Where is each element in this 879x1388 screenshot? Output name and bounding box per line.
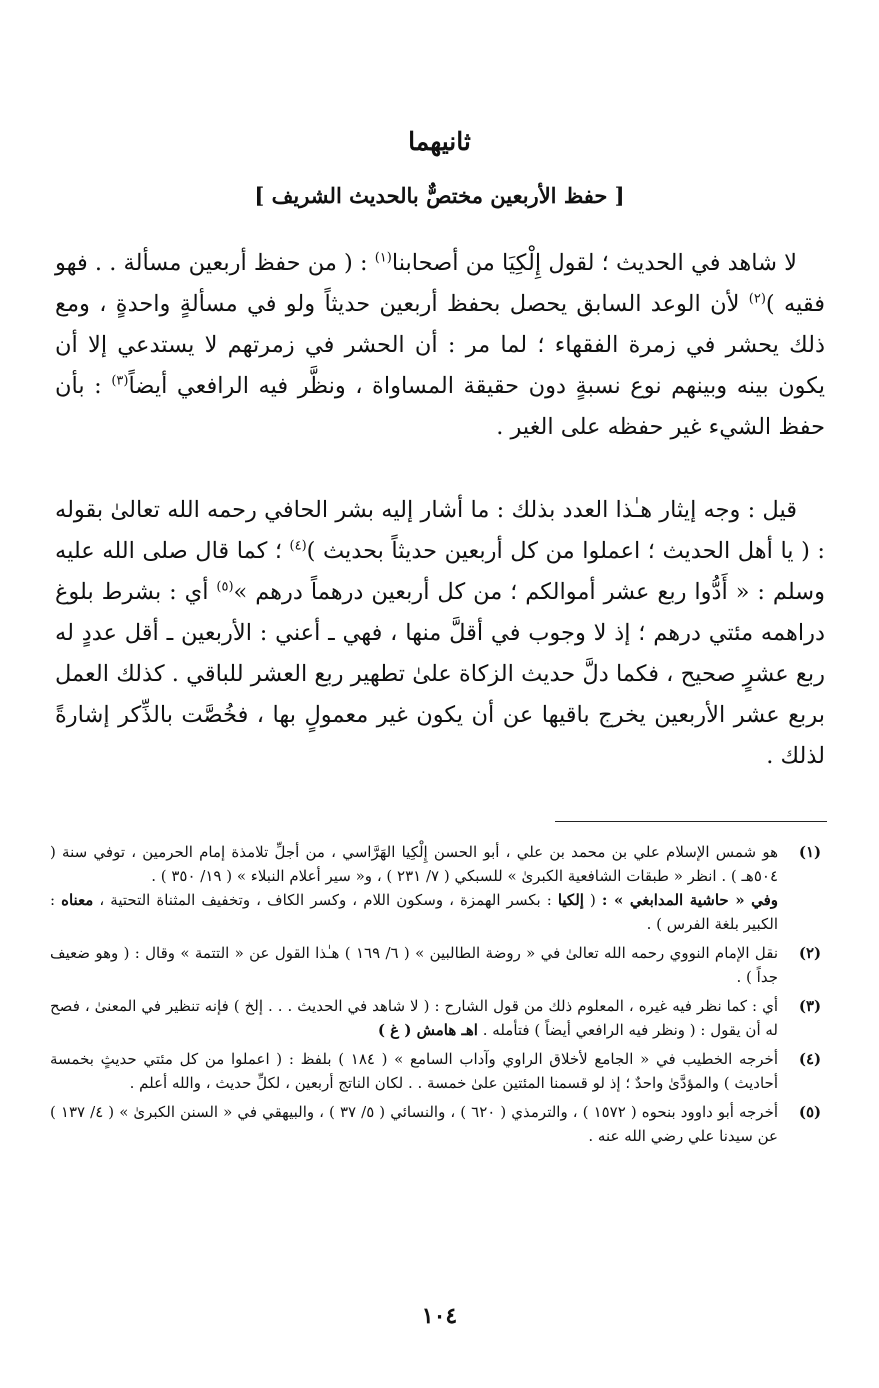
footnote-text: أي : كما نظر فيه غيره ، المعلوم ذلك من قول الشارح : ( لا شاهد في الحديث . . . إلخ ) فإنه تنظير في المعنىٰ ، فصح له أن يقول : ( ونظر فيه الرافعي أيضاً ) فتأمله . <box>50 997 778 1039</box>
footnote-ref-4: (٤) <box>289 538 307 554</box>
footnote-extra <box>50 888 778 936</box>
paragraph-1 <box>55 243 825 448</box>
para2-text-b: ؛ كما قال صلى الله عليه وسلم : « أَدُّوا ربع عشر أموالكم ؛ من كل أربعين درهماً درهم » <box>55 538 825 605</box>
footnote-ref-5: (٥) <box>216 579 234 595</box>
footnote-number: (٣) <box>798 997 822 1015</box>
para1-text-c: لأن الوعد السابق يحصل بحفظ أربعين حديثاً ولو في مسألةٍ واحدةٍ ، ومع ذلك يحشر في زمرة الفقهاء ؛ لما مر : أن الحشر في زمرتهم لا يستدعي إلا أن يكون بينه وبينهم نوع نسبةٍ دون حقيقة المساواة ، ونظَّر فيه الرافعي أيضاً <box>55 291 825 399</box>
para1-text-a: لا شاهد في الحديث ؛ لقول إِلْكِيَا من أصحابنا <box>391 250 797 276</box>
footnote-text: هو شمس الإسلام علي بن محمد بن علي ، أبو الحسن إِلْكِيا الهَرَّاسي ، من أجلِّ تلامذة إمام الحرمين ، توفي سنة ( ٥٠٤هـ ) . انظر « طبقات الشافعية الكبرىٰ » للسبكي ( ٧/ ٢٣١ ) ، و« سير أعلام النبلاء » ( ١٩/ ٣٥٠ ) . <box>50 843 778 885</box>
paragraph-2 <box>55 490 825 777</box>
footnote-number: (١) <box>798 843 822 861</box>
footnote-text: : بكسر الهمزة ، وسكون اللام ، وكسر الكاف ، وتخفيف المثناة التحتية ، <box>93 891 558 909</box>
footnote-ref-1: (١) <box>374 250 392 266</box>
footnote-number: (٥) <box>798 1103 822 1121</box>
footnote-3 <box>50 994 830 1042</box>
section-subheading: [ حفظ الأربعين مختصٌّ بالحديث الشريف ] <box>254 183 625 208</box>
footnote-1 <box>50 840 830 936</box>
footnote-bold: إلكيا <box>557 891 584 909</box>
footnote-2 <box>50 941 830 989</box>
footnotes <box>50 840 830 1153</box>
footnote-number: (٤) <box>798 1050 822 1068</box>
footnote-5 <box>50 1100 830 1148</box>
footnote-text: أخرجه الخطيب في « الجامع لأخلاق الراوي وآداب السامع » ( ١٨٤ ) بلفظ : ( اعملوا من كل مئتي حديثٍ بخمسة أحاديث ) والمؤدَّىٰ واحدٌ ؛ إذ لو قسمنا المئتين علىٰ خمسة . . لكان الناتج أربعين ، لكلِّ حديث ، والله أعلم . <box>50 1050 778 1092</box>
footnote-text: أخرجه أبو داوود بنحوه ( ١٥٧٢ ) ، والترمذي ( ٦٢٠ ) ، والنسائي ( ٥/ ٣٧ ) ، والبيهقي في « السنن الكبرىٰ » ( ٤/ ١٣٧ ) عن سيدنا علي رضي الله عنه . <box>50 1103 779 1145</box>
footnote-text: نقل الإمام النووي رحمه الله تعالىٰ في « روضة الطالبين » ( ٦/ ١٦٩ ) هـٰذا القول عن « التتمة » وقال : ( وهو ضعيف جداً ) . <box>50 944 778 986</box>
footnote-bold: اهـ هامش ( غ ) <box>377 1021 478 1039</box>
footnote-text: : الكبير بلغة الفرس ) . <box>50 891 778 933</box>
footnote-4 <box>50 1047 830 1095</box>
page-number: ١٠٤ <box>421 1303 458 1329</box>
footnote-ref-2: (٢) <box>748 291 766 307</box>
footnote-separator <box>555 821 827 822</box>
footnote-text-wrap <box>50 994 778 1042</box>
para1-text-d: : بأن حفظ الشيء غير حفظه على الغير . <box>55 373 825 440</box>
para2-text-c: أي : بشرط بلوغ دراهمه مئتي درهم ؛ إذ لا وجوب في أقلَّ منها ، فهي ـ أعني : الأربعين ـ أقل عددٍ له ربع عشرٍ صحيح ، فكما دلَّ حديث الزكاة علىٰ تطهير ربع العشر للباقي . كذلك العمل بربع عشر الأربعين يخرج باقيها عن أن يكون غير معمولٍ بها ، فخُصَّت بالذِّكر إشارةً لذلك . <box>55 579 825 769</box>
para2-text-a: قيل : وجه إيثار هـٰذا العدد بذلك : ما أشار إليه بشر الحافي رحمه الله تعالىٰ بقوله : ( يا أهل الحديث ؛ اعملوا من كل أربعين حديثاً بحديث ) <box>55 497 825 564</box>
footnote-number: (٢) <box>798 944 822 962</box>
footnote-text: ( <box>583 891 602 909</box>
para1-text-b: : ( من حفظ أربعين مسألة . . فهو فقيه ) <box>55 250 825 317</box>
footnote-ref-3: (٣) <box>111 373 129 389</box>
footnote-bold: معناه <box>61 891 94 909</box>
footnote-bold: وفي « حاشية المدابغي » : <box>601 891 778 909</box>
section-heading: ثانيهما <box>408 127 471 156</box>
